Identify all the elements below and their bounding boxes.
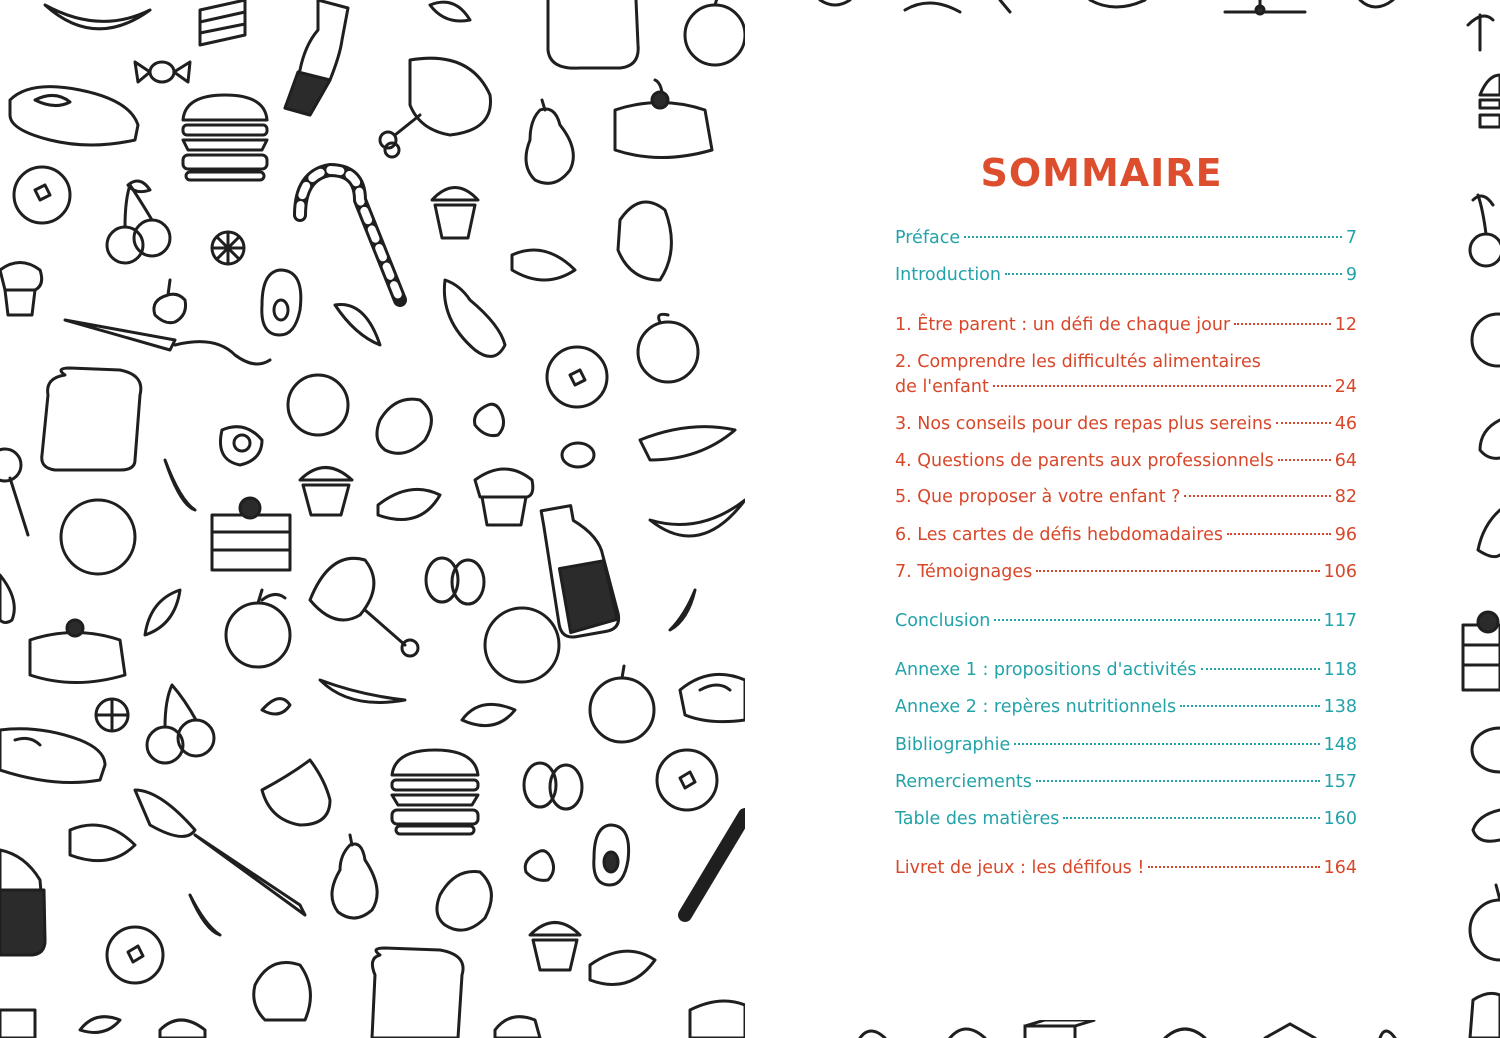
bottle-icon bbox=[0, 850, 45, 955]
banana-icon bbox=[905, 3, 960, 12]
dot-leader bbox=[964, 236, 1342, 238]
dot-leader bbox=[1005, 273, 1342, 275]
toast-icon bbox=[372, 948, 463, 1038]
toc-entry-page-number: 138 bbox=[1323, 697, 1357, 717]
leaf-icon bbox=[430, 2, 470, 21]
apple-icon bbox=[1470, 885, 1500, 960]
avocado-icon bbox=[594, 825, 629, 885]
ham-icon bbox=[380, 58, 491, 157]
apple-icon bbox=[1165, 1029, 1205, 1038]
dot-leader bbox=[1063, 817, 1319, 819]
pudding-icon bbox=[615, 80, 712, 158]
toc-entry[interactable] bbox=[895, 856, 1357, 881]
muffin-icon bbox=[160, 1020, 205, 1038]
banana-icon bbox=[650, 500, 745, 536]
toc-entry[interactable] bbox=[895, 226, 1357, 251]
orange-icon bbox=[61, 500, 135, 574]
steak-icon bbox=[10, 87, 138, 145]
toc-entry-page-number: 96 bbox=[1334, 525, 1357, 545]
dot-leader bbox=[1276, 422, 1331, 424]
zucchini-icon bbox=[262, 760, 330, 825]
bottle-icon bbox=[539, 501, 621, 639]
lollipop-icon bbox=[0, 449, 28, 535]
ham-icon bbox=[310, 558, 418, 656]
toc-entry-label: Introduction bbox=[895, 265, 1001, 285]
orange-icon bbox=[485, 608, 559, 682]
cherries-icon bbox=[107, 181, 170, 263]
dot-leader bbox=[1014, 743, 1319, 745]
toc-entry-label: Annexe 1 : propositions d'activités bbox=[895, 660, 1197, 680]
apple-icon bbox=[685, 0, 745, 65]
toc-entry-page-number: 64 bbox=[1334, 451, 1357, 471]
cherries-icon bbox=[1470, 195, 1500, 266]
carrot-icon bbox=[1468, 15, 1493, 50]
toc-entry-page-number: 24 bbox=[1334, 377, 1357, 397]
twist-bread-icon bbox=[378, 489, 440, 519]
toc-entry[interactable] bbox=[895, 695, 1357, 720]
carrot-icon bbox=[65, 320, 270, 364]
toc-entry-label: Conclusion bbox=[895, 611, 991, 631]
lettuce-icon bbox=[618, 202, 671, 280]
bottle-icon bbox=[285, 0, 348, 115]
toc-entry-page-number: 106 bbox=[1323, 562, 1357, 582]
lettuce-icon bbox=[640, 427, 735, 460]
toc-entry-label: Préface bbox=[895, 228, 961, 248]
avocado-icon bbox=[0, 575, 14, 623]
toc-entry-label: 3. Nos conseils pour des repas plus sereins bbox=[895, 414, 1273, 434]
toc-entry-page-number: 117 bbox=[1323, 611, 1357, 631]
zucchini-icon bbox=[444, 280, 505, 356]
garlic-icon bbox=[475, 404, 504, 435]
potato-icon bbox=[437, 871, 491, 930]
orange-icon bbox=[638, 314, 698, 382]
garlic-icon bbox=[1380, 1031, 1395, 1038]
toc-entry[interactable] bbox=[895, 658, 1357, 683]
pudding-icon bbox=[1470, 993, 1500, 1038]
swirl-candy-icon bbox=[212, 232, 244, 264]
dot-leader bbox=[1184, 495, 1330, 497]
burger-icon bbox=[1480, 75, 1500, 127]
lettuce-icon bbox=[254, 963, 311, 1021]
toc-entry-page-number: 12 bbox=[1334, 315, 1357, 335]
toc-entry[interactable] bbox=[895, 609, 1357, 634]
cake-icon bbox=[0, 1010, 35, 1038]
apple-icon bbox=[590, 666, 654, 742]
toc-entry[interactable] bbox=[895, 770, 1357, 795]
pepper-icon bbox=[165, 460, 195, 510]
toc-entry-page-number: 46 bbox=[1334, 414, 1357, 434]
toast-icon bbox=[42, 368, 141, 470]
muffin-icon bbox=[0, 263, 42, 316]
egg-icon bbox=[220, 427, 262, 465]
candy-icon bbox=[562, 443, 594, 467]
cake-icon bbox=[212, 498, 290, 570]
carrot-icon bbox=[135, 790, 305, 915]
dot-leader bbox=[1036, 570, 1319, 572]
toc-entry-page-number: 7 bbox=[1345, 228, 1357, 248]
tomato-icon bbox=[14, 167, 70, 223]
cupcake-icon bbox=[300, 468, 352, 516]
steak-icon bbox=[690, 1001, 745, 1038]
dot-leader bbox=[1036, 780, 1320, 782]
carrot-icon bbox=[1000, 0, 1010, 12]
dot-leader bbox=[1148, 866, 1319, 868]
avocado-icon bbox=[680, 674, 745, 721]
dot-leader bbox=[1227, 533, 1331, 535]
toc-entry[interactable] bbox=[895, 313, 1357, 338]
orange-icon bbox=[1360, 0, 1393, 7]
egg-icon bbox=[820, 0, 850, 5]
tomato-icon bbox=[657, 750, 717, 810]
banana-icon bbox=[320, 680, 405, 703]
pepper-icon bbox=[190, 895, 220, 935]
toc-entry-page-number: 82 bbox=[1334, 487, 1357, 507]
lettuce-icon bbox=[1090, 0, 1145, 7]
toc-entry-label: 7. Témoignages bbox=[895, 562, 1033, 582]
twist-bread-icon bbox=[512, 250, 575, 280]
dot-leader bbox=[1278, 459, 1331, 461]
toc-entry[interactable] bbox=[895, 485, 1357, 510]
toc-entry-label: 5. Que proposer à votre enfant ? bbox=[895, 487, 1181, 507]
egg-icon bbox=[495, 1017, 540, 1038]
toc-entry-label: Remerciements bbox=[895, 772, 1032, 792]
candy-icon bbox=[135, 62, 190, 82]
apple-icon bbox=[226, 590, 290, 667]
toc-entry-label: Livret de jeux : les défifous ! bbox=[895, 858, 1145, 878]
leaf-icon bbox=[145, 590, 180, 635]
steak-icon bbox=[1478, 510, 1500, 557]
eggs-icon bbox=[524, 763, 582, 809]
cherry-icon bbox=[1256, 6, 1264, 14]
toc-entry-label: 4. Questions de parents aux professionnels bbox=[895, 451, 1274, 471]
dot-leader bbox=[993, 385, 1331, 387]
toc-entry-page-number: 9 bbox=[1345, 265, 1357, 285]
toc-entry[interactable] bbox=[895, 807, 1357, 832]
tomato-icon bbox=[1480, 420, 1500, 458]
jar-icon bbox=[548, 0, 638, 68]
toc-entry-page-number: 118 bbox=[1323, 660, 1357, 680]
steak-icon bbox=[0, 729, 105, 783]
food-doodle-pattern-right bbox=[1458, 0, 1500, 1038]
cake-icon bbox=[1025, 1020, 1095, 1038]
toc-entry-label: 1. Être parent : un défi de chaque jour bbox=[895, 315, 1231, 335]
food-doodle-pattern-left bbox=[0, 0, 745, 1038]
pear-icon bbox=[860, 1031, 885, 1038]
toc-entry[interactable] bbox=[895, 523, 1357, 548]
twist-bread-icon bbox=[590, 951, 655, 984]
pepper-icon bbox=[670, 590, 695, 630]
toast-icon bbox=[1265, 1024, 1315, 1038]
garlic-icon bbox=[525, 851, 553, 881]
toc-entry[interactable] bbox=[895, 560, 1357, 585]
toc-entry[interactable] bbox=[895, 449, 1357, 474]
tomato-icon bbox=[107, 927, 163, 983]
egg-icon bbox=[1472, 728, 1500, 772]
toc-entry[interactable] bbox=[895, 412, 1357, 437]
pudding-icon bbox=[30, 620, 125, 683]
burger-icon bbox=[392, 750, 478, 834]
toc-entry[interactable] bbox=[895, 263, 1357, 288]
food-doodle-pattern-bottom bbox=[745, 1020, 1458, 1038]
toc-entry-page-number: 157 bbox=[1323, 772, 1357, 792]
cake-icon bbox=[200, 0, 245, 45]
toc-entry-page-number: 164 bbox=[1323, 858, 1357, 878]
leaf-icon bbox=[80, 1017, 120, 1033]
leaf-icon bbox=[950, 1029, 985, 1038]
pear-icon bbox=[332, 835, 377, 918]
dot-leader bbox=[1234, 323, 1331, 325]
muffin-icon bbox=[475, 469, 533, 525]
leaf-icon bbox=[462, 704, 515, 725]
pea-pod-icon bbox=[335, 305, 380, 346]
toc-entry-label: de l'enfant bbox=[895, 377, 989, 397]
toc-entry-label: Bibliographie bbox=[895, 735, 1011, 755]
toc-entry-label: Table des matières bbox=[895, 809, 1060, 829]
dot-leader bbox=[1180, 705, 1320, 707]
swirl-candy-icon bbox=[96, 699, 128, 731]
twist-bread-icon bbox=[70, 825, 135, 861]
toc-entry-label: 6. Les cartes de défis hebdomadaires bbox=[895, 525, 1223, 545]
burger-icon bbox=[183, 95, 267, 180]
contents-page bbox=[745, 16, 1458, 1020]
candy-cane-icon bbox=[300, 170, 400, 300]
toc-entry-label: Annexe 2 : repères nutritionnels bbox=[895, 697, 1177, 717]
orange-icon bbox=[288, 375, 348, 435]
cherries-icon bbox=[147, 685, 214, 763]
avocado-icon bbox=[262, 270, 301, 335]
cupcake-icon bbox=[432, 188, 478, 239]
lettuce-icon bbox=[1473, 810, 1500, 841]
garlic-icon bbox=[154, 280, 186, 323]
pear-icon bbox=[526, 100, 573, 183]
candy-cane-icon bbox=[685, 815, 745, 915]
orange-icon bbox=[1472, 314, 1500, 366]
toc-entry-page-number: 160 bbox=[1323, 809, 1357, 829]
dot-leader bbox=[1201, 668, 1320, 670]
page-title: SOMMAIRE bbox=[980, 151, 1223, 195]
toc-entry-page-number: 148 bbox=[1323, 735, 1357, 755]
pea-pod-icon bbox=[262, 699, 290, 714]
dot-leader bbox=[994, 619, 1319, 621]
tomato-icon bbox=[547, 347, 607, 407]
toc-entry[interactable] bbox=[895, 350, 1357, 400]
cupcake-icon bbox=[530, 923, 580, 971]
toc-entry-label-line: 2. Comprendre les difficultés alimentaires bbox=[895, 352, 1261, 372]
potato-icon bbox=[377, 399, 431, 453]
banana-icon bbox=[45, 5, 150, 29]
eggs-icon bbox=[426, 558, 484, 604]
food-doodle-pattern-top bbox=[745, 0, 1458, 16]
cake-icon bbox=[1463, 612, 1500, 690]
toc-entry[interactable] bbox=[895, 733, 1357, 758]
